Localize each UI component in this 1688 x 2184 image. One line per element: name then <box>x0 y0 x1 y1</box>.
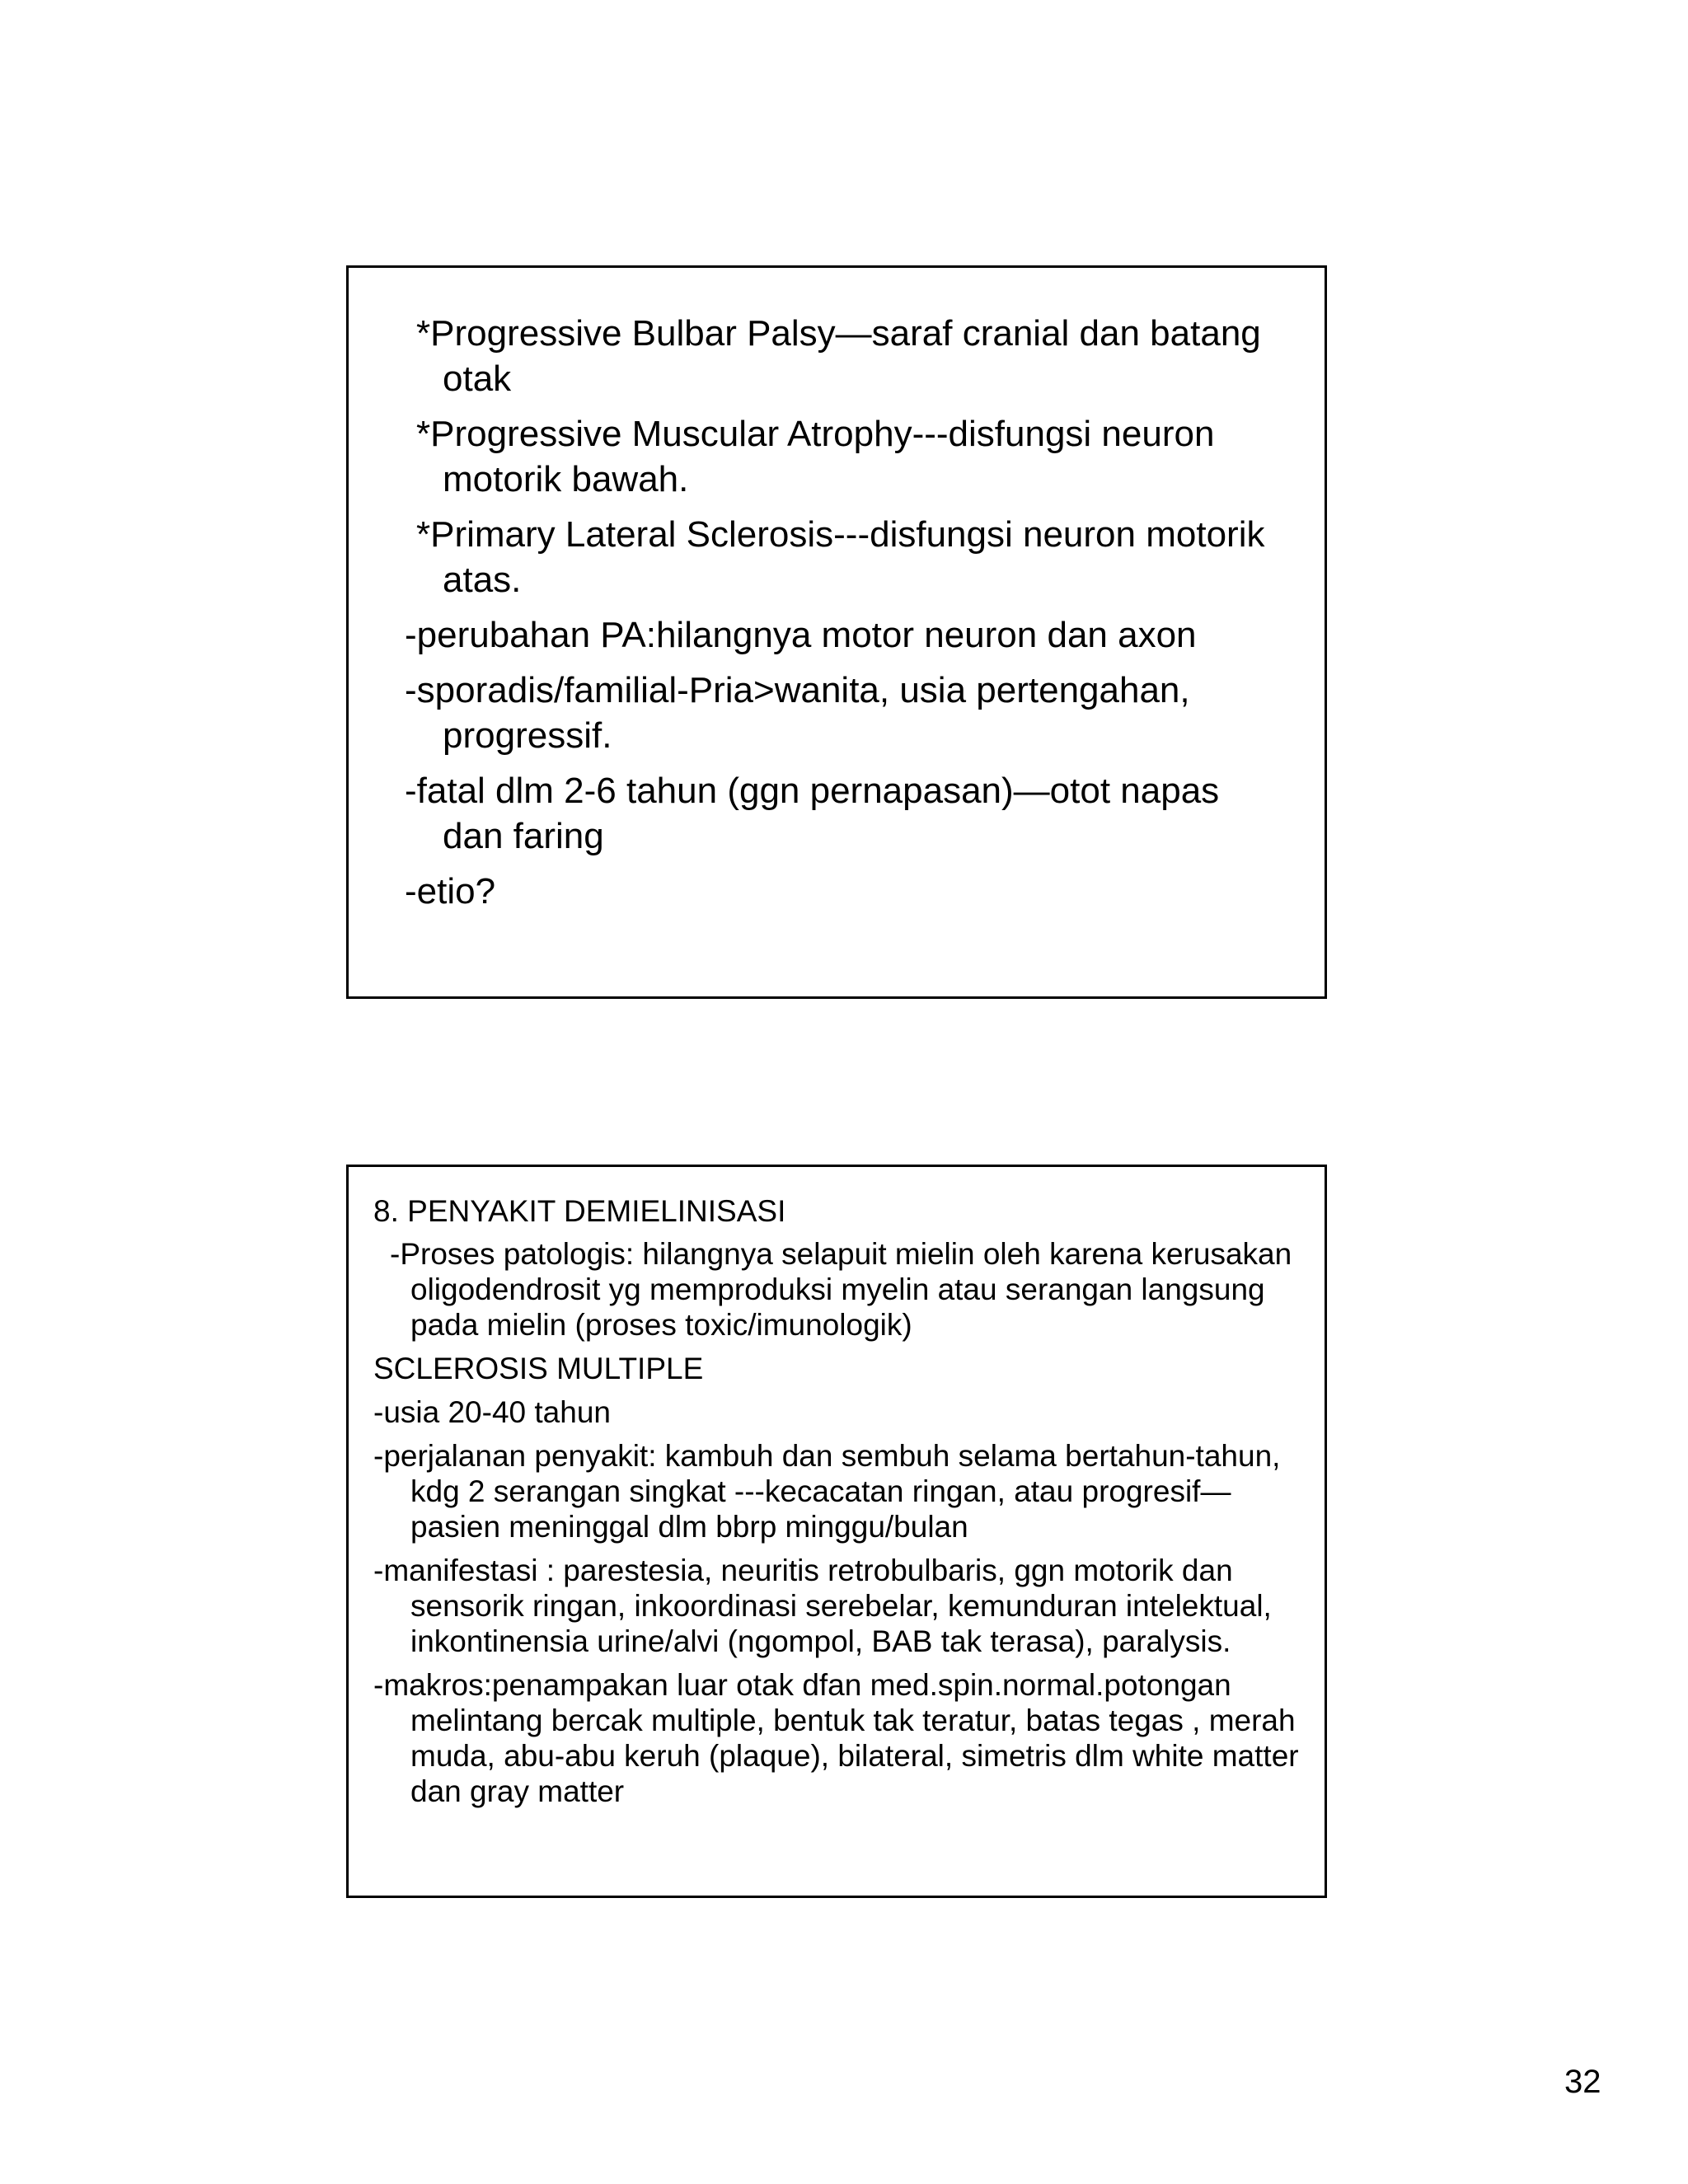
slide-2 <box>346 1165 1327 1898</box>
slide-2-item-perjalanan: -perjalanan penyakit: kambuh dan sembuh selama bertahun-tahun, kdg 2 serangan singkat ---kecacatan ringan, atau progresif—pasien meninggal dlm bbrp minggu/bulan <box>373 1439 1281 1544</box>
slide-1 <box>346 265 1327 999</box>
slide-1-list <box>349 311 1325 924</box>
slide-2-item-makros: -makros:penampakan luar otak dfan med.spin.normal.potongan melintang bercak multiple, bentuk tak teratur, batas tegas , merah muda, abu-abu keruh (plaque), bilateral, simetris dlm white matter dan gray matter <box>373 1668 1299 1808</box>
slide-1-item-bulbar-palsy: *Progressive Bulbar Palsy—saraf cranial dan batang otak <box>416 313 1261 399</box>
slide-2-title: 8. PENYAKIT DEMIELINISASI <box>373 1194 786 1228</box>
slide-2-list <box>349 1236 1325 1817</box>
slide-2-item-proses-patologis: -Proses patologis: hilangnya selapuit mielin oleh karena kerusakan oligodendrosit yg memproduksi myelin atau serangan langsung pada mielin (proses toxic/imunologik) <box>390 1237 1292 1342</box>
page-number: 32 <box>1564 2064 1601 2100</box>
slide-1-item-sporadis: -sporadis/familial-Pria>wanita, usia pertengahan, progressif. <box>405 670 1190 756</box>
slide-2-item-usia: -usia 20-40 tahun <box>373 1395 611 1429</box>
slide-1-item-muscular-atrophy: *Progressive Muscular Atrophy---disfungsi neuron motorik bawah. <box>416 414 1215 499</box>
slide-1-item-etio: -etio? <box>405 871 496 912</box>
slide-1-item-lateral-sclerosis: *Primary Lateral Sclerosis---disfungsi neuron motorik atas. <box>416 514 1265 600</box>
slide-1-item-fatal: -fatal dlm 2-6 tahun (ggn pernapasan)—otot napas dan faring <box>405 771 1220 856</box>
slide-2-item-sclerosis-multiple: SCLEROSIS MULTIPLE <box>373 1352 704 1385</box>
slide-1-item-perubahan-pa: -perubahan PA:hilangnya motor neuron dan axon <box>405 615 1197 655</box>
slide-2-item-manifestasi: -manifestasi : parestesia, neuritis retrobulbaris, ggn motorik dan sensorik ringan, inkoordinasi serebelar, kemunduran intelektual, inkontinensia urine/alvi (ngompol, BAB tak terasa), paralysis. <box>373 1554 1272 1658</box>
